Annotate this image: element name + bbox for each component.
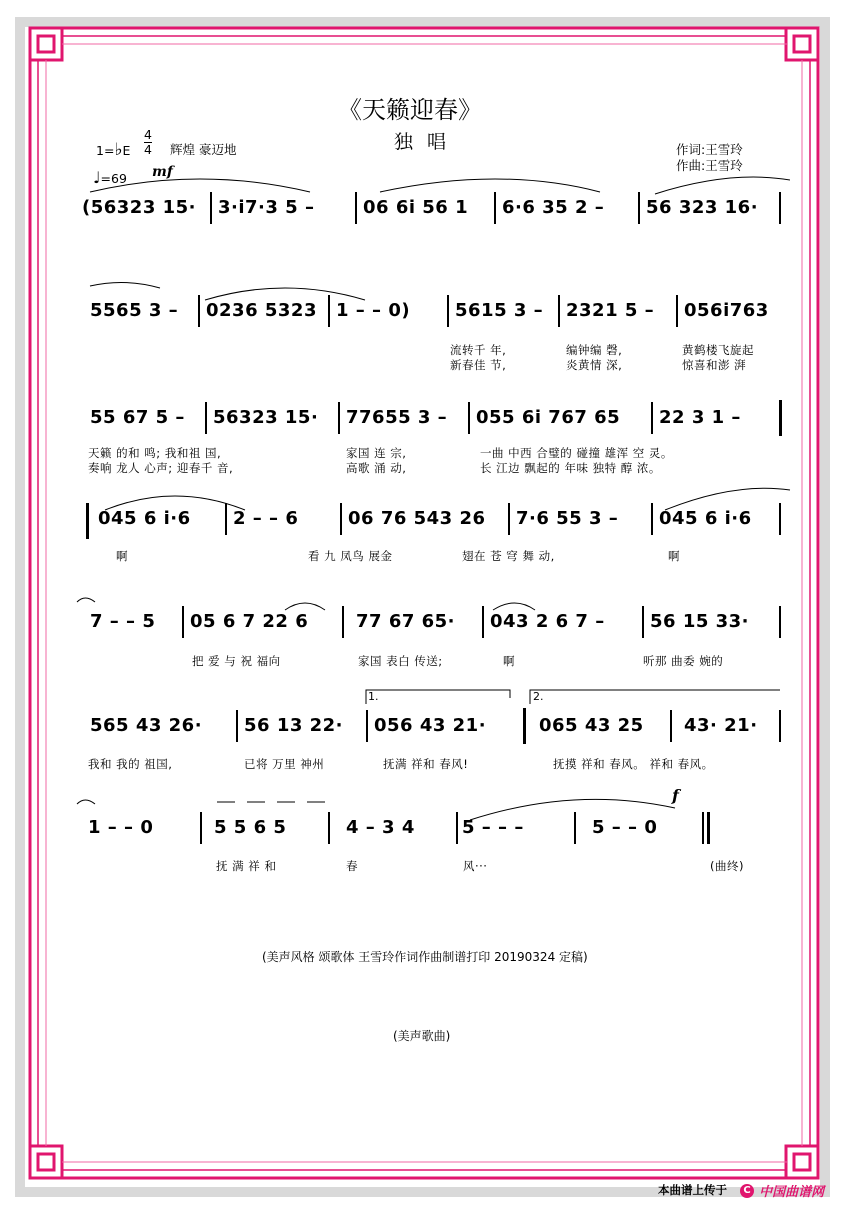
measure: 56323 15·: [213, 407, 319, 428]
barline: [651, 503, 653, 535]
measure: 1 – – 0: [88, 817, 154, 838]
lyric: 新春佳 节,: [450, 358, 507, 372]
site-logo: C 中国曲谱网: [740, 1180, 824, 1200]
measure: 065 43 25: [539, 715, 644, 736]
barline: [638, 192, 640, 224]
barline: [342, 606, 344, 638]
barline: [182, 606, 184, 638]
barline: [200, 812, 202, 844]
lyric: 把 爱 与 祝 福向: [192, 654, 281, 668]
lyric: 看 九 凤鸟 展金: [308, 549, 393, 563]
measure: 3·i7·3 5 –: [218, 197, 315, 218]
measure: 6·6 35 2 –: [502, 197, 605, 218]
measure: 056i763: [684, 300, 769, 321]
measure: 5 5 6 5: [214, 817, 287, 838]
barline: [482, 606, 484, 638]
measure: 77 67 65·: [356, 611, 456, 632]
measure: 5565 3 –: [90, 300, 179, 321]
measure: 056 43 21·: [374, 715, 487, 736]
upload-notice: 本曲谱上传于: [658, 1183, 727, 1197]
barline: [779, 710, 781, 742]
measure: 7 – – 5: [90, 611, 156, 632]
barline: [494, 192, 496, 224]
repeat-start-barline: [86, 503, 89, 539]
lyric: 抚 满 祥 和: [216, 859, 277, 873]
measure: 5 – – –: [462, 817, 524, 838]
lyric: 家国 表白 传送;: [358, 654, 443, 668]
measure: 045 6 i·6: [659, 508, 752, 529]
final-barline: [707, 812, 710, 844]
lyric: 黄鹤楼飞旋起: [682, 343, 754, 357]
measure: 06 76 543 26: [348, 508, 486, 529]
barline: [651, 402, 653, 434]
barline: [779, 192, 781, 224]
barline: [205, 402, 207, 434]
measure: 045 6 i·6: [98, 508, 191, 529]
lyric: 听那 曲委 婉的: [643, 654, 724, 668]
lyric: 长 江边 飘起的 年味 独特 醇 浓。: [480, 461, 661, 475]
lyric: 高歌 涌 动,: [346, 461, 407, 475]
barline: [225, 503, 227, 535]
measure: 043 2 6 7 –: [490, 611, 605, 632]
lyric: 抚满 祥和 春风!: [383, 757, 469, 771]
measure: 4 – 3 4: [346, 817, 415, 838]
ending-mark: (曲终): [710, 859, 744, 873]
lyric: 我和 我的 祖国,: [88, 757, 173, 771]
measure: 2 – – 6: [233, 508, 299, 529]
barline: [447, 295, 449, 327]
measure: 055 6i 767 65: [476, 407, 621, 428]
lyric: 抚摸 祥和 春风。 祥和 春风。: [553, 757, 714, 771]
genre-label: (美声歌曲): [393, 1029, 451, 1043]
volta-first: 1.: [368, 690, 379, 703]
lyric: 天籁 的和 鸣; 我和祖 国,: [88, 446, 222, 460]
dynamic-mf: mf: [152, 164, 173, 180]
lyric: 一曲 中西 合璧的 碰撞 雄浑 空 灵。: [480, 446, 673, 460]
barline: [198, 295, 200, 327]
lyric: 啊: [116, 549, 128, 563]
lyric: 流转千 年,: [450, 343, 507, 357]
barline: [574, 812, 576, 844]
repeat-end-barline: [779, 400, 782, 436]
measure: 77655 3 –: [346, 407, 448, 428]
barline: [670, 710, 672, 742]
measure: 22 3 1 –: [659, 407, 741, 428]
measure: 5615 3 –: [455, 300, 544, 321]
lyric: 炎黄情 深,: [566, 358, 623, 372]
measure: 565 43 26·: [90, 715, 203, 736]
barline: [328, 812, 330, 844]
volta-second: 2.: [533, 690, 544, 703]
lyric: 家国 连 宗,: [346, 446, 407, 460]
lyric: 惊喜和澎 湃: [682, 358, 747, 372]
repeat-end-barline: [523, 708, 526, 744]
barline: [355, 192, 357, 224]
barline: [642, 606, 644, 638]
measure: 7·6 55 3 –: [516, 508, 619, 529]
site-logo-icon: C: [740, 1184, 754, 1198]
lyric: 风···: [463, 859, 488, 873]
barline: [328, 295, 330, 327]
measure: 43· 21·: [684, 715, 758, 736]
barline: [779, 503, 781, 535]
lyricist-credit: 作词:王雪玲: [676, 142, 743, 157]
barline: [468, 402, 470, 434]
barline: [340, 503, 342, 535]
measure: 56 13 22·: [244, 715, 344, 736]
lyric: 已将 万里 神州: [244, 757, 325, 771]
measure: (56323 15·: [82, 197, 197, 218]
composer-credit: 作曲:王雪玲: [676, 158, 743, 173]
barline: [779, 606, 781, 638]
barline: [676, 295, 678, 327]
lyric: 啊: [668, 549, 680, 563]
barline: [456, 812, 458, 844]
measure: 55 67 5 –: [90, 407, 185, 428]
style-marking: 辉煌 豪迈地: [170, 142, 237, 157]
lyric: 编钟编 磬,: [566, 343, 623, 357]
barline: [236, 710, 238, 742]
measure: 56 323 16·: [646, 197, 759, 218]
dynamic-forte: f: [672, 786, 679, 805]
lyric: 翅在 苍 穹 舞 动,: [462, 549, 555, 563]
lyric: 春: [346, 859, 358, 873]
measure: 2321 5 –: [566, 300, 655, 321]
barline: [702, 812, 704, 844]
volta-brackets: [360, 686, 785, 706]
barline: [366, 710, 368, 742]
lyric: 奏响 龙人 心声; 迎春千 音,: [88, 461, 234, 475]
barline: [558, 295, 560, 327]
tempo-marking: ♩=69: [93, 168, 127, 187]
key-signature: 1=♭E: [96, 140, 131, 160]
measure: 1 – – 0): [336, 300, 411, 321]
measure: 5 – – 0: [592, 817, 658, 838]
song-title: 《天籁迎春》: [338, 96, 482, 124]
lyric: 啊: [503, 654, 515, 668]
measure: 56 15 33·: [650, 611, 750, 632]
measure: 0236 5323: [206, 300, 317, 321]
measure: 06 6i 56 1: [363, 197, 469, 218]
quarter-note-icon: ♩: [93, 168, 101, 187]
composition-note: (美声风格 颂歌体 王雪玲作词作曲制谱打印 20190324 定稿): [262, 950, 588, 964]
barline: [338, 402, 340, 434]
barline: [210, 192, 212, 224]
time-signature: 4 4: [144, 127, 152, 157]
measure: 05 6 7 22 6: [190, 611, 309, 632]
barline: [508, 503, 510, 535]
performance-type: 独 唱: [394, 131, 451, 153]
